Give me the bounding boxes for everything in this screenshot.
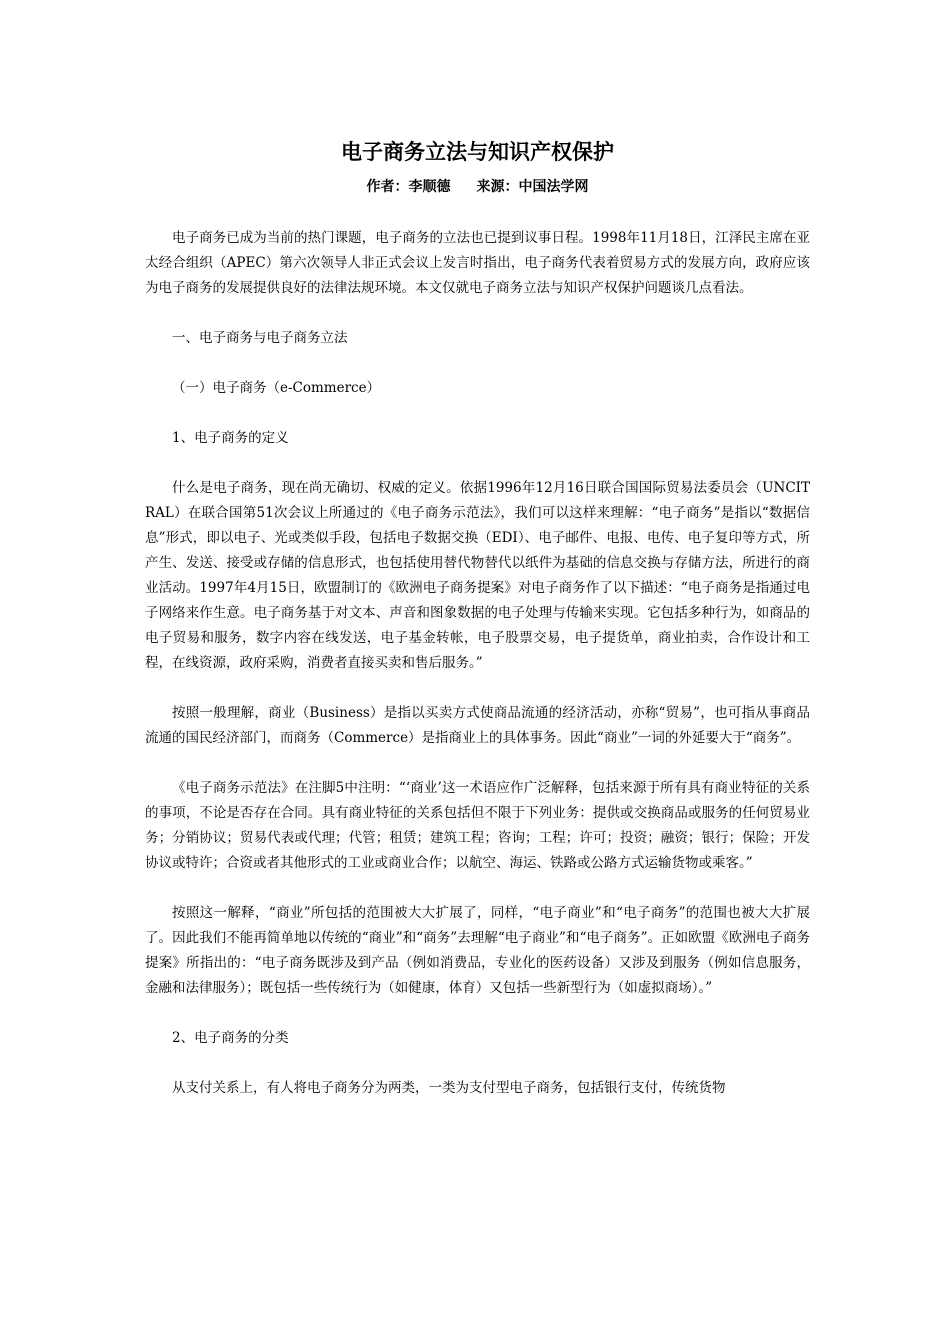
paragraph-interpretation: 按照这一解释，“商业”所包括的范围被大大扩展了，同样，“电子商业”和“电子商务”的范围也被大大扩展了。因此我们不能再简单地以传统的“商业”和“商务”去理解“电子商业”和“电子商务”。正如欧盟《欧洲电子商务提案》所指出的：“电子商务既涉及到产品（例如消费品，专业化的医药设备）又涉及到服务（例如信息服务，金融和法律服务）；既包括一些传统行为（如健康，体育）又包括一些新型行为（如虚拟商场）。” [145, 905, 810, 996]
paragraph-definition: 什么是电子商务，现在尚无确切、权威的定义。依据1996年12月16日联合国国际贸易法委员会（UNCITRAL）在联合国第51次会议上所通过的《电子商务示范法》，我们可以这样来理解：“电子商务”是指以“数据信息”形式，即以电子、光或类似手段，包括电子数据交换（EDI）、电子邮件、电报、电传、电子复印等方式，所产生、发送、接受或存储的信息形式，也包括使用替代物替代以纸件为基础的信息交换与存储方法，所进行的商业活动。1997年4月15日，欧盟制订的《欧洲电子商务提案》对电子商务作了以下描述：“电子商务是指通过电子网络来作生意。电子商务基于对文本、声音和图象数据的电子处理与传输来实现。它包括多种行为，如商品的电子贸易和服务，数字内容在线发送，电子基金转帐，电子股票交易，电子提货单，商业拍卖，合作设计和工程，在线资源，政府采购，消费者直接买卖和售后服务。” [145, 480, 810, 671]
byline [145, 176, 810, 198]
document-title: 电子商务立法与知识产权保护 [341, 140, 614, 164]
item-heading-definition: 1、电子商务的定义 [172, 430, 289, 446]
paragraph-classification: 从支付关系上，有人将电子商务分为两类，一类为支付型电子商务，包括银行支付，传统货物 [172, 1080, 726, 1096]
subsection-heading-1: （一）电子商务（e-Commerce） [172, 380, 381, 396]
section-heading-1: 一、电子商务与电子商务立法 [172, 330, 348, 346]
item-heading-classification: 2、电子商务的分类 [172, 1030, 289, 1046]
paragraph-business-commerce: 按照一般理解，商业（Business）是指以买卖方式使商品流通的经济活动，亦称“贸易”，也可指从事商品流通的国民经济部门，而商务（Commerce）是指商业上的具体事务。因此“商业”一词的外延要大于“商务”。 [145, 705, 810, 746]
paragraph-intro: 电子商务已成为当前的热门课题，电子商务的立法也已提到议事日程。1998年11月18日，江泽民主席在亚太经合组织（APEC）第六次领导人非正式会议上发言时指出，电子商务代表着贸易方式的发展方向，政府应该为电子商务的发展提供良好的法律法规环境。本文仅就电子商务立法与知识产权保护问题谈几点看法。 [145, 230, 810, 296]
author-line: 作者：李顺德 [366, 179, 451, 195]
document-body [145, 226, 810, 1126]
source-line: 来源：中国法学网 [476, 179, 589, 195]
paragraph-model-law-footnote: 《电子商务示范法》在注脚5中注明：“‘商业’这一术语应作广泛解释，包括来源于所有具有商业特征的关系的事项，不论是否存在合同。具有商业特征的关系包括但不限于下列业务：提供或交换商品或服务的任何贸易业务；分销协议；贸易代表或代理；代管；租赁；建筑工程；咨询；工程；许可；投资；融资；银行；保险；开发协议或特许；合资或者其他形式的工业或商业合作；以航空、海运、铁路或公路方式运输货物或乘客。” [145, 780, 810, 871]
